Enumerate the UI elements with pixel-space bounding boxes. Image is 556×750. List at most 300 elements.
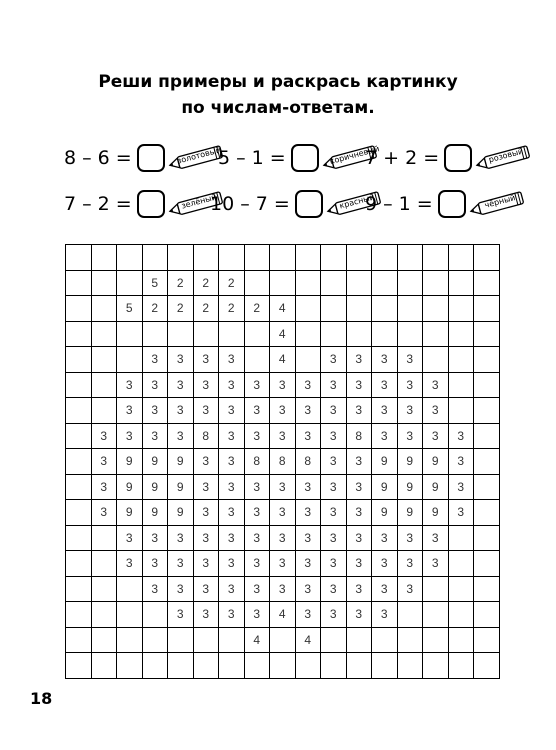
grid-cell[interactable]: 3	[219, 525, 245, 551]
grid-cell[interactable]: 9	[397, 500, 423, 526]
grid-cell[interactable]	[91, 602, 117, 628]
grid-cell[interactable]: 3	[193, 347, 219, 373]
grid-cell[interactable]	[321, 245, 347, 271]
grid-cell[interactable]	[372, 321, 398, 347]
grid-cell[interactable]	[91, 551, 117, 577]
grid-cell[interactable]	[448, 347, 474, 373]
grid-cell[interactable]	[91, 627, 117, 653]
grid-row	[66, 474, 500, 500]
grid-cell[interactable]: 3	[193, 576, 219, 602]
grid-row	[66, 449, 500, 475]
grid-cell[interactable]: 3	[397, 576, 423, 602]
grid-cell[interactable]: 3	[244, 474, 270, 500]
grid-cell[interactable]	[372, 270, 398, 296]
grid-cell[interactable]: 9	[423, 500, 449, 526]
grid-cell[interactable]	[474, 423, 500, 449]
grid-cell[interactable]: 3	[295, 398, 321, 424]
grid-cell[interactable]	[474, 627, 500, 653]
grid-cell[interactable]: 3	[321, 449, 347, 475]
grid-cell[interactable]: 3	[91, 423, 117, 449]
grid-cell[interactable]	[474, 321, 500, 347]
grid-cell[interactable]	[423, 321, 449, 347]
grid-cell[interactable]: 3	[346, 398, 372, 424]
grid-cell[interactable]: 9	[142, 449, 168, 475]
grid-cell[interactable]: 3	[346, 576, 372, 602]
grid-cell[interactable]: 3	[270, 576, 296, 602]
grid-cell[interactable]: 2	[244, 296, 270, 322]
grid-cell[interactable]	[66, 449, 92, 475]
grid-cell[interactable]: 3	[346, 551, 372, 577]
grid-cell[interactable]	[66, 296, 92, 322]
grid-cell[interactable]: 3	[295, 474, 321, 500]
grid-cell[interactable]: 3	[168, 551, 194, 577]
grid-cell[interactable]	[321, 653, 347, 679]
grid-cell[interactable]	[474, 576, 500, 602]
grid-cell[interactable]	[448, 602, 474, 628]
grid-cell[interactable]	[193, 627, 219, 653]
grid-cell[interactable]: 3	[423, 423, 449, 449]
grid-cell[interactable]	[397, 245, 423, 271]
grid-cell[interactable]: 3	[372, 372, 398, 398]
grid-cell[interactable]: 9	[372, 474, 398, 500]
grid-cell[interactable]: 3	[117, 525, 143, 551]
grid-cell[interactable]	[91, 296, 117, 322]
grid-cell[interactable]	[423, 653, 449, 679]
grid-cell[interactable]: 2	[142, 296, 168, 322]
grid-cell[interactable]	[219, 245, 245, 271]
grid-cell[interactable]	[66, 321, 92, 347]
grid-cell[interactable]: 4	[270, 321, 296, 347]
grid-cell[interactable]: 9	[372, 500, 398, 526]
grid-cell[interactable]: 9	[168, 474, 194, 500]
grid-cell[interactable]: 3	[321, 423, 347, 449]
grid-cell[interactable]: 3	[219, 474, 245, 500]
grid-cell[interactable]: 3	[91, 449, 117, 475]
grid-cell[interactable]	[474, 653, 500, 679]
grid-cell[interactable]: 5	[117, 296, 143, 322]
grid-cell[interactable]: 3	[219, 551, 245, 577]
grid-cell[interactable]: 3	[244, 423, 270, 449]
grid-cell[interactable]	[66, 602, 92, 628]
grid-cell[interactable]: 3	[397, 372, 423, 398]
grid-cell[interactable]: 3	[321, 576, 347, 602]
grid-cell[interactable]	[397, 270, 423, 296]
grid-cell[interactable]: 3	[193, 602, 219, 628]
grid-cell[interactable]: 3	[117, 551, 143, 577]
grid-cell[interactable]	[219, 653, 245, 679]
grid-cell[interactable]: 3	[193, 449, 219, 475]
grid-cell[interactable]	[423, 347, 449, 373]
grid-cell[interactable]: 3	[346, 602, 372, 628]
grid-cell[interactable]	[295, 321, 321, 347]
grid-cell[interactable]	[66, 347, 92, 373]
grid-cell[interactable]: 3	[321, 525, 347, 551]
grid-cell[interactable]: 3	[397, 347, 423, 373]
grid-cell[interactable]: 3	[142, 551, 168, 577]
grid-cell[interactable]	[372, 653, 398, 679]
grid-cell[interactable]	[91, 245, 117, 271]
grid-cell[interactable]: 3	[448, 474, 474, 500]
grid-cell[interactable]	[295, 245, 321, 271]
grid-cell[interactable]	[423, 270, 449, 296]
grid-cell[interactable]: 3	[193, 551, 219, 577]
grid-cell[interactable]	[142, 245, 168, 271]
grid-cell[interactable]: 9	[168, 449, 194, 475]
grid-cell[interactable]	[423, 245, 449, 271]
grid-cell[interactable]	[66, 576, 92, 602]
grid-cell[interactable]: 3	[244, 525, 270, 551]
grid-cell[interactable]	[244, 347, 270, 373]
equation	[218, 142, 381, 174]
grid-cell[interactable]	[168, 245, 194, 271]
grid-cell[interactable]	[321, 296, 347, 322]
grid-cell[interactable]	[66, 423, 92, 449]
grid-cell[interactable]: 3	[372, 576, 398, 602]
grid-cell[interactable]: 3	[270, 474, 296, 500]
grid-cell[interactable]: 3	[423, 551, 449, 577]
grid-cell[interactable]: 3	[142, 398, 168, 424]
grid-cell[interactable]: 3	[448, 423, 474, 449]
grid-cell[interactable]	[295, 270, 321, 296]
grid-cell[interactable]: 9	[117, 449, 143, 475]
grid-cell[interactable]: 3	[91, 474, 117, 500]
grid-cell[interactable]	[448, 245, 474, 271]
grid-cell[interactable]: 3	[219, 372, 245, 398]
grid-cell[interactable]	[474, 347, 500, 373]
grid-cell[interactable]	[66, 245, 92, 271]
grid-cell[interactable]: 4	[270, 296, 296, 322]
grid-cell[interactable]: 8	[295, 449, 321, 475]
grid-cell[interactable]	[66, 525, 92, 551]
grid-cell[interactable]: 3	[270, 398, 296, 424]
grid-cell[interactable]: 9	[142, 474, 168, 500]
grid-cell[interactable]: 3	[346, 474, 372, 500]
grid-cell[interactable]: 8	[244, 449, 270, 475]
grid-cell[interactable]	[91, 270, 117, 296]
grid-cell[interactable]: 9	[423, 449, 449, 475]
grid-cell[interactable]: 3	[142, 525, 168, 551]
grid-cell[interactable]: 3	[219, 423, 245, 449]
grid-cell[interactable]: 3	[295, 576, 321, 602]
grid-cell[interactable]	[270, 627, 296, 653]
grid-cell[interactable]	[474, 525, 500, 551]
grid-cell[interactable]: 3	[168, 398, 194, 424]
grid-cell[interactable]: 3	[295, 500, 321, 526]
grid-cell[interactable]: 3	[142, 347, 168, 373]
grid-cell[interactable]	[117, 347, 143, 373]
grid-cell[interactable]: 3	[168, 576, 194, 602]
grid-cell[interactable]: 3	[321, 500, 347, 526]
grid-cell[interactable]	[346, 653, 372, 679]
grid-cell[interactable]: 3	[91, 500, 117, 526]
grid-cell[interactable]: 3	[346, 500, 372, 526]
grid-cell[interactable]	[423, 296, 449, 322]
grid-cell[interactable]	[244, 245, 270, 271]
grid-cell[interactable]	[474, 500, 500, 526]
grid-cell[interactable]: 9	[372, 449, 398, 475]
grid-cell[interactable]: 3	[448, 449, 474, 475]
grid-cell[interactable]: 3	[295, 423, 321, 449]
grid-cell[interactable]	[448, 627, 474, 653]
grid-cell[interactable]	[346, 296, 372, 322]
grid-cell[interactable]	[448, 525, 474, 551]
grid-cell[interactable]	[91, 398, 117, 424]
grid-cell[interactable]: 5	[142, 270, 168, 296]
grid-cell[interactable]: 3	[219, 576, 245, 602]
grid-cell[interactable]: 3	[219, 347, 245, 373]
grid-cell[interactable]	[270, 653, 296, 679]
grid-cell[interactable]	[372, 245, 398, 271]
grid-cell[interactable]	[117, 602, 143, 628]
grid-cell[interactable]: 3	[295, 551, 321, 577]
grid-cell[interactable]: 3	[117, 423, 143, 449]
grid-cell[interactable]: 9	[168, 500, 194, 526]
grid-cell[interactable]: 3	[244, 602, 270, 628]
grid-cell[interactable]	[117, 576, 143, 602]
grid-cell[interactable]	[66, 474, 92, 500]
grid-cell[interactable]: 9	[117, 474, 143, 500]
grid-cell[interactable]: 3	[423, 398, 449, 424]
grid-cell[interactable]	[142, 627, 168, 653]
grid-cell[interactable]: 3	[448, 500, 474, 526]
grid-cell[interactable]	[117, 653, 143, 679]
grid-cell[interactable]: 3	[168, 372, 194, 398]
grid-cell[interactable]: 4	[270, 602, 296, 628]
grid-cell[interactable]	[448, 270, 474, 296]
grid-cell[interactable]: 9	[142, 500, 168, 526]
grid-cell[interactable]: 3	[193, 372, 219, 398]
grid-cell[interactable]	[117, 627, 143, 653]
grid-cell[interactable]: 8	[346, 423, 372, 449]
grid-cell[interactable]	[474, 270, 500, 296]
grid-cell[interactable]: 3	[117, 372, 143, 398]
grid-cell[interactable]: 3	[219, 449, 245, 475]
grid-cell[interactable]: 9	[117, 500, 143, 526]
grid-cell[interactable]	[219, 627, 245, 653]
grid-cell[interactable]	[66, 551, 92, 577]
grid-cell[interactable]: 3	[244, 372, 270, 398]
grid-cell[interactable]	[448, 321, 474, 347]
grid-cell[interactable]: 3	[270, 500, 296, 526]
grid-cell[interactable]: 3	[244, 398, 270, 424]
grid-cell[interactable]: 3	[193, 474, 219, 500]
grid-cell[interactable]	[244, 653, 270, 679]
grid-cell[interactable]	[321, 321, 347, 347]
grid-cell[interactable]	[346, 245, 372, 271]
grid-cell[interactable]	[474, 372, 500, 398]
grid-cell[interactable]	[448, 551, 474, 577]
grid-cell[interactable]: 3	[142, 576, 168, 602]
grid-cell[interactable]	[117, 321, 143, 347]
grid-cell[interactable]	[448, 576, 474, 602]
answer-box[interactable]	[137, 190, 165, 218]
grid-cell[interactable]: 2	[168, 296, 194, 322]
grid-cell[interactable]: 3	[423, 372, 449, 398]
grid-cell[interactable]	[91, 372, 117, 398]
grid-cell[interactable]	[346, 270, 372, 296]
grid-cell[interactable]: 3	[295, 372, 321, 398]
answer-box[interactable]	[291, 144, 319, 172]
grid-cell[interactable]	[142, 653, 168, 679]
grid-cell[interactable]	[346, 321, 372, 347]
grid-cell[interactable]: 3	[397, 525, 423, 551]
grid-cell[interactable]	[448, 296, 474, 322]
grid-cell[interactable]	[448, 653, 474, 679]
grid-cell[interactable]	[423, 576, 449, 602]
grid-cell[interactable]	[423, 627, 449, 653]
grid-cell[interactable]	[66, 372, 92, 398]
grid-cell[interactable]: 3	[142, 423, 168, 449]
grid-cell[interactable]	[219, 321, 245, 347]
grid-cell[interactable]: 3	[372, 398, 398, 424]
grid-cell[interactable]: 3	[168, 525, 194, 551]
grid-cell[interactable]: 3	[244, 551, 270, 577]
grid-cell[interactable]	[321, 270, 347, 296]
grid-cell[interactable]	[91, 653, 117, 679]
grid-cell[interactable]: 3	[244, 576, 270, 602]
grid-cell[interactable]: 3	[372, 602, 398, 628]
grid-cell[interactable]	[474, 474, 500, 500]
grid-cell[interactable]	[423, 602, 449, 628]
answer-box[interactable]	[444, 144, 472, 172]
grid-cell[interactable]	[244, 321, 270, 347]
grid-cell[interactable]	[168, 321, 194, 347]
grid-cell[interactable]: 3	[397, 551, 423, 577]
grid-cell[interactable]: 3	[219, 398, 245, 424]
grid-cell[interactable]	[117, 270, 143, 296]
grid-cell[interactable]	[448, 372, 474, 398]
grid-cell[interactable]: 3	[168, 602, 194, 628]
grid-cell[interactable]	[91, 576, 117, 602]
grid-cell[interactable]	[193, 653, 219, 679]
grid-cell[interactable]: 3	[193, 500, 219, 526]
grid-cell[interactable]	[397, 296, 423, 322]
grid-cell[interactable]	[397, 653, 423, 679]
grid-row	[66, 321, 500, 347]
grid-cell[interactable]: 3	[270, 551, 296, 577]
grid-cell[interactable]: 3	[372, 347, 398, 373]
grid-cell[interactable]	[474, 551, 500, 577]
grid-cell[interactable]: 3	[346, 372, 372, 398]
grid-cell[interactable]	[142, 602, 168, 628]
grid-cell[interactable]: 3	[321, 474, 347, 500]
grid-cell[interactable]	[397, 321, 423, 347]
grid-cell[interactable]: 8	[270, 449, 296, 475]
grid-cell[interactable]	[66, 627, 92, 653]
grid-row	[66, 372, 500, 398]
grid-cell[interactable]	[295, 347, 321, 373]
grid-cell[interactable]: 3	[295, 525, 321, 551]
grid-cell[interactable]: 9	[423, 474, 449, 500]
grid-cell[interactable]: 4	[244, 627, 270, 653]
grid-cell[interactable]: 3	[346, 347, 372, 373]
grid-cell[interactable]: 3	[270, 525, 296, 551]
grid-cell[interactable]: 3	[270, 372, 296, 398]
grid-cell[interactable]	[397, 627, 423, 653]
grid-cell[interactable]	[168, 627, 194, 653]
grid-cell[interactable]	[295, 653, 321, 679]
grid-cell[interactable]: 3	[346, 525, 372, 551]
grid-cell[interactable]: 3	[372, 423, 398, 449]
answer-box[interactable]	[137, 144, 165, 172]
grid-cell[interactable]	[474, 398, 500, 424]
grid-cell[interactable]: 3	[321, 602, 347, 628]
grid-cell[interactable]	[372, 627, 398, 653]
grid-cell[interactable]	[474, 296, 500, 322]
grid-cell[interactable]	[295, 296, 321, 322]
grid-cell[interactable]	[474, 245, 500, 271]
grid-cell[interactable]: 2	[193, 270, 219, 296]
grid-cell[interactable]: 3	[423, 525, 449, 551]
grid-cell[interactable]	[474, 449, 500, 475]
grid-cell[interactable]: 2	[193, 296, 219, 322]
grid-cell[interactable]	[244, 270, 270, 296]
grid-cell[interactable]: 3	[219, 500, 245, 526]
grid-cell[interactable]: 9	[397, 474, 423, 500]
grid-cell[interactable]: 3	[321, 372, 347, 398]
grid-cell[interactable]: 3	[295, 602, 321, 628]
grid-cell[interactable]: 9	[397, 449, 423, 475]
grid-cell[interactable]	[193, 321, 219, 347]
grid-cell[interactable]	[91, 347, 117, 373]
grid-cell[interactable]	[66, 500, 92, 526]
grid-cell[interactable]: 3	[193, 525, 219, 551]
grid-cell[interactable]	[270, 270, 296, 296]
grid-cell[interactable]: 3	[397, 423, 423, 449]
grid-cell[interactable]: 3	[321, 398, 347, 424]
grid-cell[interactable]	[346, 627, 372, 653]
grid-cell[interactable]: 3	[244, 500, 270, 526]
grid-cell[interactable]	[66, 398, 92, 424]
grid-cell[interactable]	[91, 525, 117, 551]
grid-cell[interactable]: 3	[346, 449, 372, 475]
grid-cell[interactable]: 4	[295, 627, 321, 653]
grid-cell[interactable]: 3	[168, 423, 194, 449]
grid-cell[interactable]	[117, 245, 143, 271]
grid-cell[interactable]: 2	[168, 270, 194, 296]
grid-cell[interactable]	[66, 653, 92, 679]
grid-cell[interactable]: 3	[321, 551, 347, 577]
grid-cell[interactable]	[321, 627, 347, 653]
grid-cell[interactable]	[193, 245, 219, 271]
grid-cell[interactable]	[270, 245, 296, 271]
grid-cell[interactable]	[474, 602, 500, 628]
grid-cell[interactable]	[372, 296, 398, 322]
grid-cell[interactable]: 3	[193, 398, 219, 424]
grid-cell[interactable]: 3	[117, 398, 143, 424]
answer-box[interactable]	[295, 190, 323, 218]
grid-cell[interactable]: 3	[270, 423, 296, 449]
answer-box[interactable]	[438, 190, 466, 218]
grid-cell[interactable]	[168, 653, 194, 679]
grid-cell[interactable]: 4	[270, 347, 296, 373]
grid-cell[interactable]: 3	[372, 525, 398, 551]
grid-cell[interactable]	[448, 398, 474, 424]
grid-cell[interactable]: 3	[372, 551, 398, 577]
grid-cell[interactable]	[91, 321, 117, 347]
grid-cell[interactable]: 3	[168, 347, 194, 373]
grid-cell[interactable]	[397, 602, 423, 628]
grid-cell[interactable]: 3	[219, 602, 245, 628]
grid-cell[interactable]: 2	[219, 296, 245, 322]
grid-cell[interactable]: 3	[397, 398, 423, 424]
grid-cell[interactable]: 2	[219, 270, 245, 296]
grid-cell[interactable]: 3	[321, 347, 347, 373]
grid-cell[interactable]: 8	[193, 423, 219, 449]
grid-cell[interactable]	[142, 321, 168, 347]
grid-cell[interactable]	[66, 270, 92, 296]
grid-cell[interactable]: 3	[142, 372, 168, 398]
